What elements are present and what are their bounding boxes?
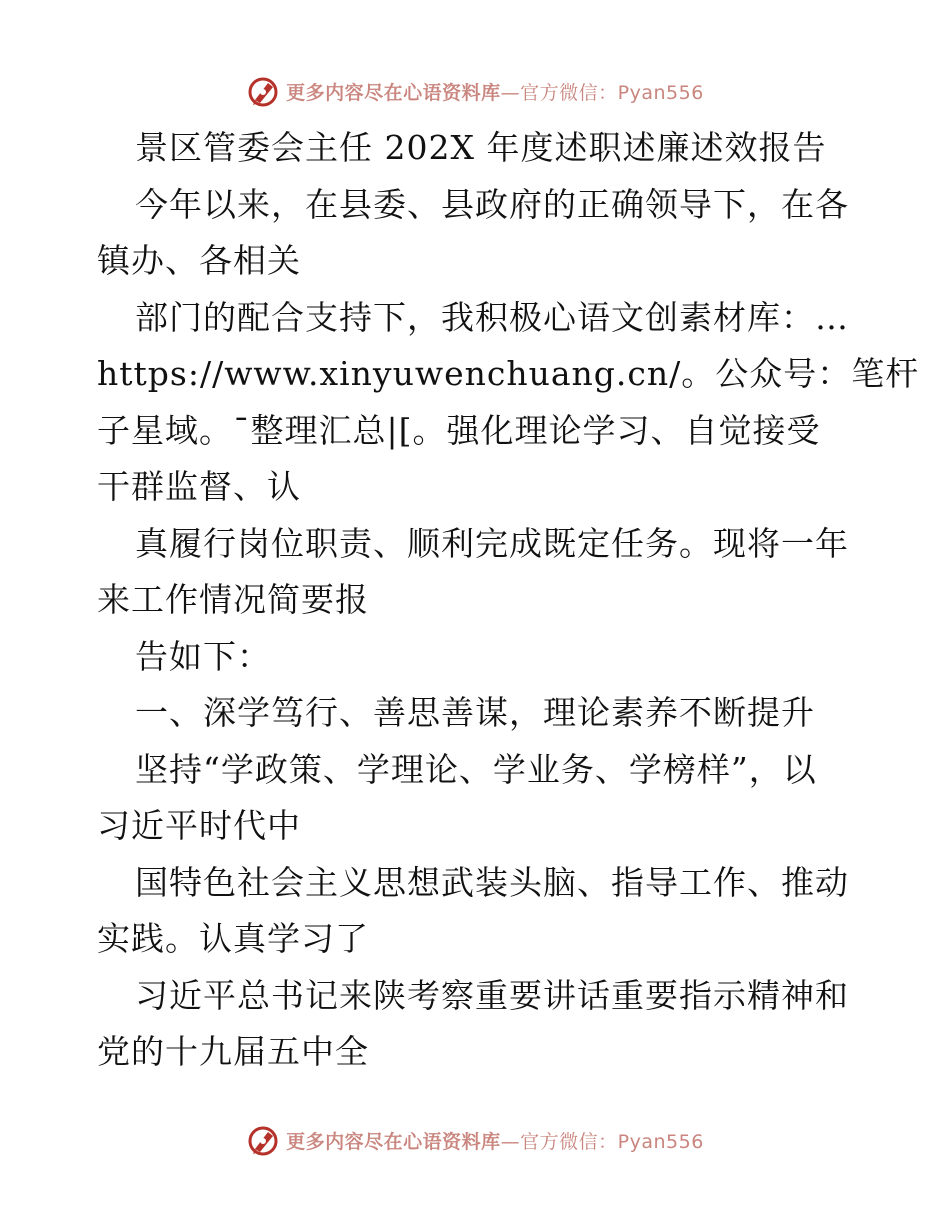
banner-site-text: 更多内容尽在心语资料库 (286, 1130, 501, 1153)
document-line: 坚持“学政策、学理论、学业务、学榜样”，以 (135, 749, 817, 789)
pen-circle-logo-icon (246, 1123, 280, 1157)
document-line: 干群监督、认 (97, 467, 301, 506)
header-banner (0, 71, 950, 111)
document-line: 党的十九届五中全 (97, 1032, 369, 1071)
document-line: 告如下： (135, 636, 271, 676)
banner-wechat-text: 官方微信：Pyan556 (520, 81, 704, 104)
document-line: 国特色社会主义思想武装头脑、指导工作、推动 (135, 862, 849, 902)
pen-circle-logo-icon (246, 74, 280, 108)
document-line: 来工作情况简要报 (97, 580, 369, 619)
document-line: 镇办、各相关 (97, 241, 301, 280)
document-body (97, 120, 920, 1081)
banner-separator: — (500, 1130, 521, 1153)
banner-separator: — (500, 81, 521, 104)
document-line: 景区管委会主任 202X 年度述职述廉述效报告 (135, 128, 827, 167)
banner-site-text: 更多内容尽在心语资料库 (286, 81, 501, 104)
footer-banner-inner (246, 1123, 704, 1157)
document-line: 子星域。¯整理汇总|[。强化理论学习、自觉接受 (97, 410, 821, 450)
banner-wechat-text: 官方微信：Pyan556 (520, 1130, 704, 1153)
footer-banner (0, 1120, 950, 1160)
document-line: https://www.xinyuwenchuang.cn/。公众号：笔杆 (97, 354, 920, 393)
document-line: 今年以来，在县委、县政府的正确领导下，在各 (135, 184, 849, 224)
document-line: 习近平总书记来陕考察重要讲话重要指示精神和 (135, 975, 849, 1015)
document-line: 实践。认真学习了 (97, 919, 369, 958)
footer-banner-text (286, 1127, 704, 1154)
document-line: 习近平时代中 (97, 806, 301, 845)
document-line: 一、深学笃行、善思善谋，理论素养不断提升 (135, 693, 815, 732)
header-banner-text (286, 78, 704, 105)
document-line: 真履行岗位职责、顺利完成既定任务。现将一年 (135, 523, 849, 563)
header-banner-inner (246, 74, 704, 108)
document-line: 部门的配合支持下，我积极心语文创素材库：… (135, 297, 849, 337)
